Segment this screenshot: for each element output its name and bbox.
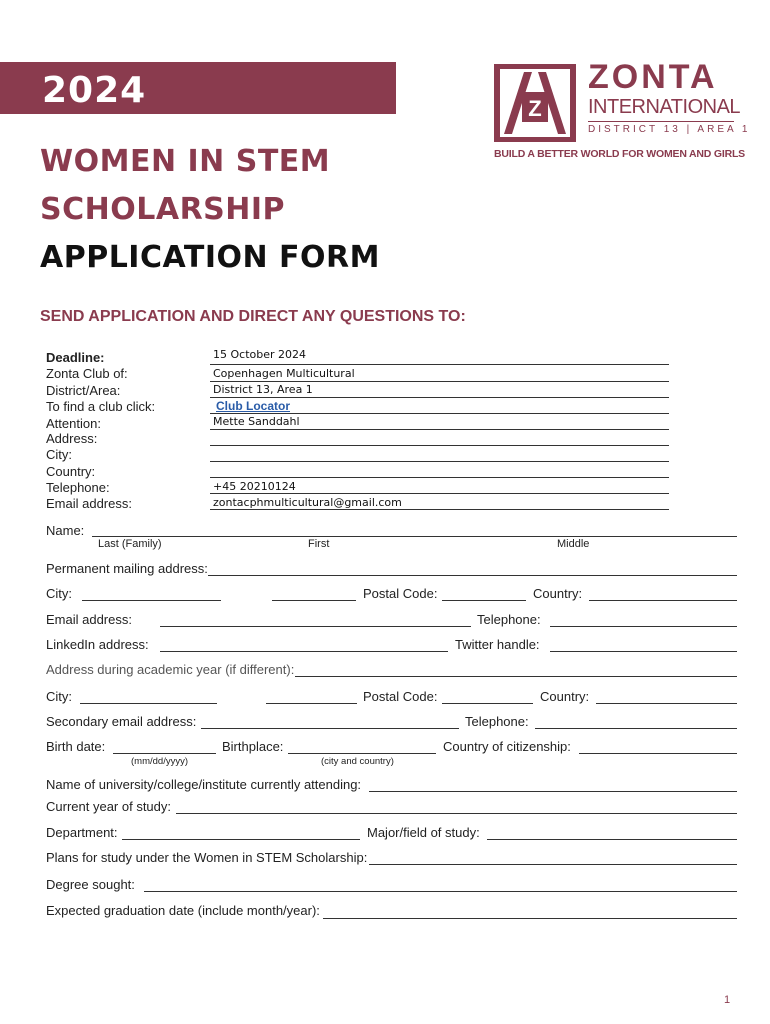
city-label: City: [46, 447, 72, 462]
plans-label: Plans for study under the Women in STEM Scholarship: [46, 850, 368, 865]
attention-label: Attention: [46, 416, 101, 431]
address-line [210, 445, 669, 446]
telephone-field-2[interactable] [535, 728, 737, 729]
degree-label: Degree sought: [46, 877, 135, 892]
telephone-field-1[interactable] [550, 626, 737, 627]
major-label: Major/field of study: [367, 825, 480, 840]
city-label-2: City: [46, 689, 72, 704]
birthplace-label: Birthplace: [222, 739, 284, 754]
country-field-1[interactable] [589, 600, 737, 601]
country-label: Country: [46, 464, 96, 479]
club-label: Zonta Club of: [46, 366, 128, 381]
title-line-1: WOMEN IN STEM [40, 144, 331, 179]
deadline-label: Deadline: [46, 350, 105, 365]
university-field[interactable] [369, 791, 737, 792]
club-locator-link[interactable]: Club Locator [216, 399, 290, 413]
club-line [210, 381, 669, 382]
linkedin-label: LinkedIn address: [46, 637, 149, 652]
birthplace-field[interactable] [288, 753, 436, 754]
page-number: 1 [724, 994, 731, 1006]
birth-date-format-hint: (mm/dd/yyyy) [131, 756, 188, 767]
university-label: Name of university/college/institute currently attending: [46, 777, 362, 792]
locator-line [210, 413, 669, 414]
logo-subname: INTERNATIONAL [588, 96, 741, 118]
club-value: Copenhagen Multicultural [213, 367, 355, 380]
telephone-label-2: Telephone: [465, 714, 529, 729]
city-label-1: City: [46, 586, 72, 601]
last-name-hint: Last (Family) [98, 538, 162, 550]
secondary-email-label: Secondary email address: [46, 714, 197, 729]
telephone-label: Telephone: [46, 480, 110, 495]
postal-code-field-1[interactable] [442, 600, 526, 601]
email-address-field[interactable] [160, 626, 471, 627]
degree-field[interactable] [144, 891, 737, 892]
graduation-label: Expected graduation date (include month/year): [46, 903, 320, 918]
logo-divider [588, 121, 734, 122]
district-line [210, 397, 669, 398]
year-text: 2024 [42, 70, 147, 111]
svg-text:Z: Z [528, 96, 542, 121]
attention-value: Mette Sanddahl [213, 415, 300, 428]
academic-address-field[interactable] [295, 676, 737, 677]
name-label: Name: [46, 523, 85, 538]
postal-code-label-2: Postal Code: [363, 689, 438, 704]
citizenship-field[interactable] [579, 753, 737, 754]
email-address-label: Email address: [46, 612, 132, 627]
academic-address-label: Address during academic year (if different): [46, 662, 295, 677]
secondary-email-field[interactable] [201, 728, 459, 729]
logo-name: ZONTA [588, 58, 718, 96]
permanent-address-label: Permanent mailing address: [46, 561, 208, 576]
permanent-address-field[interactable] [208, 575, 737, 576]
country-label-2: Country: [540, 689, 590, 704]
first-name-hint: First [308, 538, 330, 550]
address-label: Address: [46, 431, 98, 446]
plans-field[interactable] [369, 864, 737, 865]
logo-district: DISTRICT 13 | AREA 1 [588, 124, 751, 135]
birth-date-label: Birth date: [46, 739, 106, 754]
blank-field-2[interactable] [266, 703, 357, 704]
attention-line [210, 429, 669, 430]
middle-name-hint: Middle [557, 538, 590, 550]
deadline-value: 15 October 2024 [213, 348, 307, 361]
district-value: District 13, Area 1 [213, 383, 313, 396]
deadline-line [210, 364, 669, 365]
email-line [210, 509, 669, 510]
telephone-value: +45 20210124 [213, 480, 296, 493]
city-field-2[interactable] [80, 703, 217, 704]
twitter-field[interactable] [550, 651, 737, 652]
find-club-label: To find a club click: [46, 399, 156, 414]
country-label-1: Country: [533, 586, 583, 601]
year-of-study-field[interactable] [176, 813, 737, 814]
telephone-line [210, 493, 669, 494]
country-line [210, 477, 669, 478]
postal-code-field-2[interactable] [442, 703, 533, 704]
send-heading: SEND APPLICATION AND DIRECT ANY QUESTIONS TO: [40, 308, 466, 325]
district-label: District/Area: [46, 383, 121, 398]
zonta-logo-icon [494, 64, 576, 142]
blank-field-1[interactable] [272, 600, 356, 601]
year-banner [0, 62, 396, 114]
telephone-label-1: Telephone: [477, 612, 541, 627]
year-of-study-label: Current year of study: [46, 799, 171, 814]
title-line-3: APPLICATION FORM [40, 240, 381, 275]
birthplace-hint: (city and country) [321, 756, 394, 767]
postal-code-label-1: Postal Code: [363, 586, 438, 601]
city-field-1[interactable] [82, 600, 221, 601]
email-value: zontacphmulticultural@gmail.com [213, 496, 402, 509]
logo-tagline: BUILD A BETTER WORLD FOR WOMEN AND GIRLS [494, 148, 745, 160]
linkedin-field[interactable] [160, 651, 448, 652]
department-label: Department: [46, 825, 118, 840]
name-field[interactable] [92, 536, 737, 537]
major-field[interactable] [487, 839, 737, 840]
citizenship-label: Country of citizenship: [443, 739, 571, 754]
twitter-label: Twitter handle: [455, 637, 540, 652]
city-line [210, 461, 669, 462]
birth-date-field[interactable] [113, 753, 216, 754]
country-field-2[interactable] [596, 703, 737, 704]
title-line-2: SCHOLARSHIP [40, 192, 286, 227]
department-field[interactable] [122, 839, 360, 840]
graduation-field[interactable] [323, 918, 737, 919]
email-label: Email address: [46, 496, 132, 511]
